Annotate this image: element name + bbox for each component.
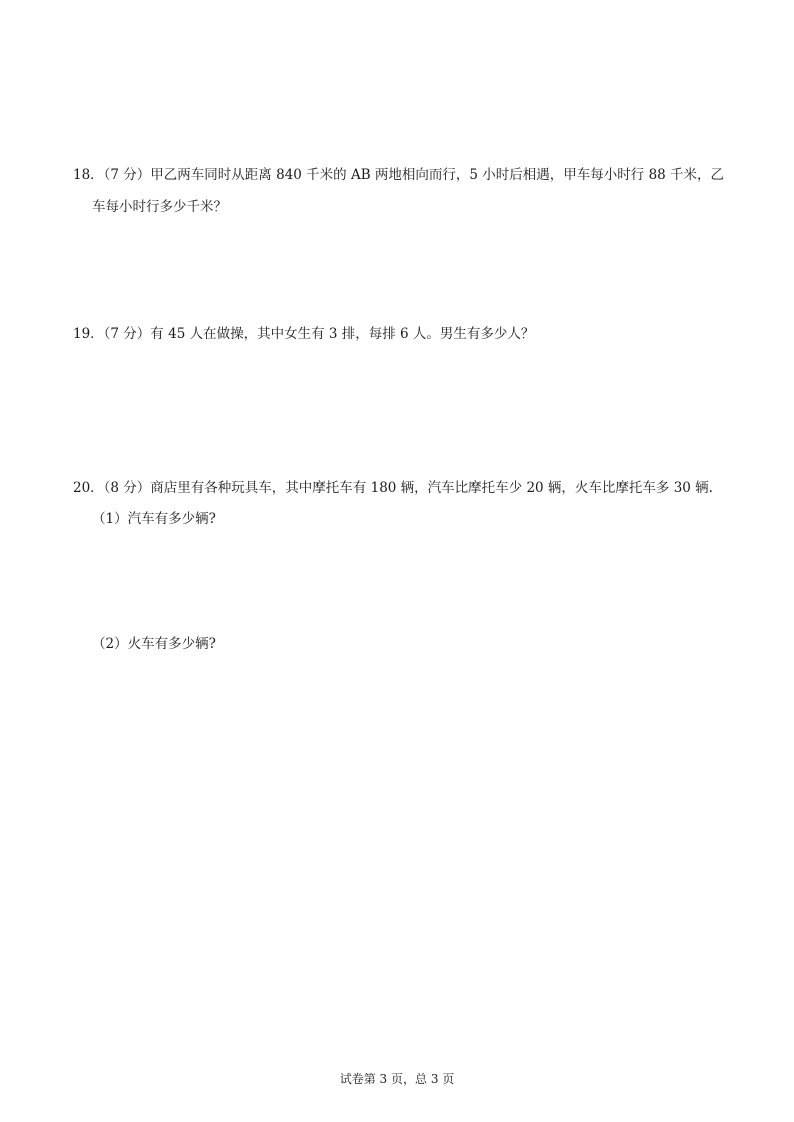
question-18-line-2: 车每小时行多少千米？ (92, 199, 227, 215)
question-20-subquestion-2: （2）火车有多少辆? (92, 636, 216, 652)
question-18-line-1: 18．（7 分）甲乙两车同时从距离 840 千米的 AB 两地相向而行，5 小时后相遇，甲车每小时行 88 千米，乙 (73, 167, 725, 183)
question-19-text: 19．（7 分）有 45 人在做操，其中女生有 3 排，每排 6 人。男生有多少人？ (73, 326, 535, 342)
page-footer: 试卷第 3 页，总 3 页 (339, 1072, 455, 1086)
question-20-subquestion-1: （1）汽车有多少辆? (92, 511, 216, 527)
question-20-text: 20．（8 分）商店里有各种玩具车，其中摩托车有 180 辆，汽车比摩托车少 20 辆，火车比摩托车多 30 辆. (73, 480, 713, 496)
